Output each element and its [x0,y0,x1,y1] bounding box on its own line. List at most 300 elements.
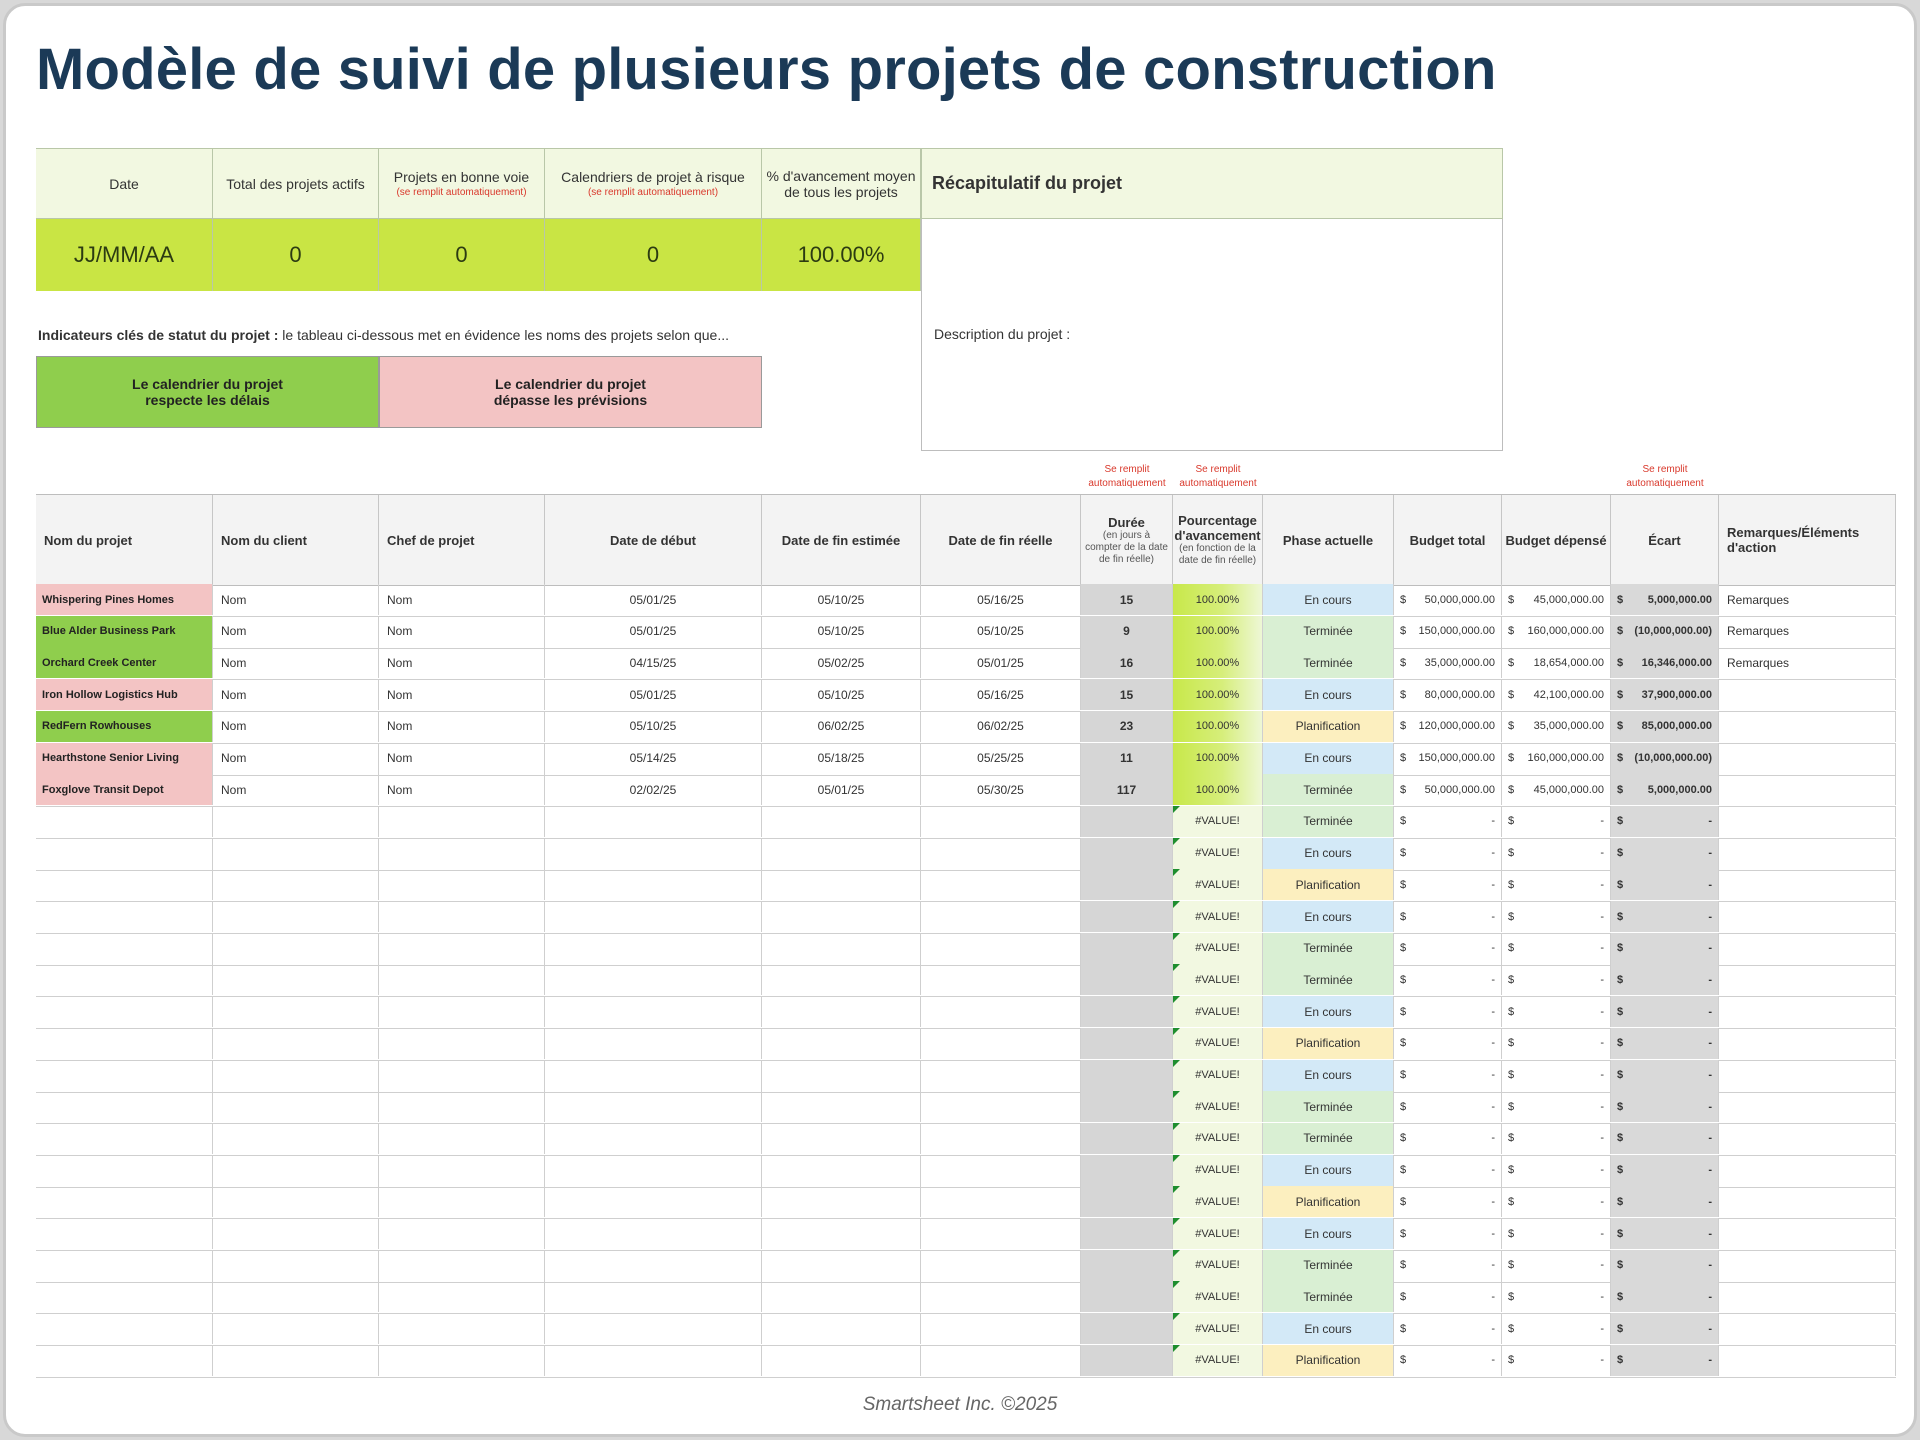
spent-cell[interactable] [1502,1123,1611,1154]
amount: - [1491,847,1495,860]
remarks-cell[interactable] [1719,743,1896,774]
empty-cell[interactable] [762,806,921,837]
budget-cell[interactable] [1394,1313,1502,1344]
remarks-cell[interactable] [1719,964,1896,995]
phase-cell[interactable]: En cours [1263,996,1394,1027]
empty-cell[interactable] [545,806,762,837]
budget-cell[interactable] [1394,806,1502,837]
remarks-cell[interactable] [1719,1186,1896,1217]
gap-cell[interactable] [1611,584,1719,615]
est-end-date-cell[interactable]: 05/18/25 [762,743,921,774]
start-date-cell[interactable]: 05/14/25 [545,743,762,774]
duration-cell [1081,838,1173,869]
empty-cell[interactable] [36,1091,213,1122]
spent-cell[interactable] [1502,838,1611,869]
phase-cell[interactable]: En cours [1263,584,1394,615]
spent-cell[interactable] [1502,901,1611,932]
manager-cell[interactable]: Nom [379,616,545,647]
empty-cell[interactable] [379,1250,545,1281]
empty-cell[interactable] [921,996,1081,1027]
budget-cell[interactable] [1394,1028,1502,1059]
empty-cell[interactable] [762,838,921,869]
phase-cell[interactable]: Terminée [1263,933,1394,964]
empty-cell[interactable] [36,806,213,837]
empty-cell[interactable] [213,1123,379,1154]
project-name-cell[interactable]: Whispering Pines Homes [36,584,213,615]
currency-symbol: $ [1400,973,1407,986]
phase-cell[interactable]: En cours [1263,901,1394,932]
empty-cell[interactable] [379,1281,545,1312]
remarks-cell[interactable] [1719,901,1896,932]
empty-cell[interactable] [213,1060,379,1091]
empty-cell[interactable] [213,996,379,1027]
project-name-cell[interactable]: Foxglove Transit Depot [36,774,213,805]
budget-cell[interactable] [1394,616,1502,647]
phase-cell[interactable]: En cours [1263,679,1394,710]
empty-cell[interactable] [36,1250,213,1281]
gap-cell[interactable] [1611,1250,1719,1281]
client-name-cell[interactable]: Nom [213,647,379,678]
manager-cell[interactable]: Nom [379,679,545,710]
empty-cell[interactable] [762,1091,921,1122]
manager-cell[interactable]: Nom [379,647,545,678]
empty-cell[interactable] [545,1060,762,1091]
budget-cell[interactable] [1394,1345,1502,1376]
spent-cell[interactable] [1502,1091,1611,1122]
gap-cell[interactable] [1611,869,1719,900]
phase-cell[interactable]: Terminée [1263,1091,1394,1122]
empty-cell[interactable] [921,806,1081,837]
start-date-cell[interactable]: 02/02/25 [545,774,762,805]
empty-cell[interactable] [213,838,379,869]
real-end-date-cell[interactable]: 05/10/25 [921,616,1081,647]
manager-cell[interactable]: Nom [379,711,545,742]
empty-cell[interactable] [921,1345,1081,1376]
real-end-date-cell[interactable]: 05/30/25 [921,774,1081,805]
gap-cell[interactable] [1611,933,1719,964]
gap-cell[interactable] [1611,838,1719,869]
remarks-cell[interactable] [1719,1281,1896,1312]
phase-cell[interactable]: Terminée [1263,774,1394,805]
start-date-cell[interactable]: 05/10/25 [545,711,762,742]
phase-cell[interactable]: Terminée [1263,647,1394,678]
real-end-date-cell[interactable]: 05/16/25 [921,584,1081,615]
empty-cell[interactable] [545,1345,762,1376]
empty-cell[interactable] [762,1313,921,1344]
gap-cell[interactable] [1611,1281,1719,1312]
empty-cell[interactable] [762,964,921,995]
gap-cell[interactable] [1611,1186,1719,1217]
budget-cell[interactable] [1394,838,1502,869]
empty-cell[interactable] [379,1123,545,1154]
budget-cell[interactable] [1394,584,1502,615]
est-end-date-cell[interactable]: 05/10/25 [762,679,921,710]
empty-cell[interactable] [921,838,1081,869]
spent-cell[interactable] [1502,743,1611,774]
empty-cell[interactable] [36,1123,213,1154]
empty-cell[interactable] [545,964,762,995]
empty-cell[interactable] [213,964,379,995]
empty-cell[interactable] [921,1060,1081,1091]
spent-cell[interactable] [1502,679,1611,710]
manager-cell[interactable]: Nom [379,774,545,805]
empty-cell[interactable] [36,996,213,1027]
empty-cell[interactable] [36,964,213,995]
empty-cell[interactable] [36,1345,213,1376]
remarks-cell[interactable] [1719,1218,1896,1249]
remarks-cell[interactable] [1719,1123,1896,1154]
empty-cell[interactable] [36,1313,213,1344]
amount: - [1491,910,1495,923]
budget-cell[interactable] [1394,1186,1502,1217]
real-end-date-cell[interactable]: 06/02/25 [921,711,1081,742]
project-name-cell[interactable]: Hearthstone Senior Living [36,743,213,774]
empty-cell[interactable] [379,1218,545,1249]
empty-cell[interactable] [545,869,762,900]
remarks-cell[interactable] [1719,996,1896,1027]
empty-cell[interactable] [379,1345,545,1376]
spent-cell[interactable] [1502,1281,1611,1312]
empty-cell[interactable] [762,1218,921,1249]
empty-cell[interactable] [213,1313,379,1344]
remarks-cell[interactable] [1719,711,1896,742]
duration-cell [1081,1060,1173,1091]
client-name-cell[interactable]: Nom [213,743,379,774]
legend-on-time [36,356,379,428]
empty-cell[interactable] [545,1281,762,1312]
empty-cell[interactable] [921,1281,1081,1312]
phase-cell[interactable]: En cours [1263,743,1394,774]
budget-cell[interactable] [1394,933,1502,964]
spent-cell[interactable] [1502,1218,1611,1249]
remarks-cell[interactable] [1719,774,1896,805]
empty-cell[interactable] [762,1123,921,1154]
start-date-cell[interactable]: 04/15/25 [545,647,762,678]
est-end-date-cell[interactable]: 05/01/25 [762,774,921,805]
empty-cell[interactable] [545,1123,762,1154]
start-date-cell[interactable]: 05/01/25 [545,679,762,710]
progress-cell: #VALUE! [1173,869,1263,900]
gap-cell[interactable] [1611,1091,1719,1122]
empty-cell[interactable] [545,1091,762,1122]
manager-cell[interactable]: Nom [379,743,545,774]
remarks-cell[interactable] [1719,1091,1896,1122]
project-name-cell[interactable]: Iron Hollow Logistics Hub [36,679,213,710]
gap-cell[interactable] [1611,1345,1719,1376]
currency-symbol: $ [1400,625,1407,638]
phase-cell[interactable]: Terminée [1263,964,1394,995]
empty-cell[interactable] [921,1123,1081,1154]
gap-cell[interactable] [1611,679,1719,710]
empty-cell[interactable] [213,933,379,964]
spent-cell[interactable] [1502,1313,1611,1344]
phase-cell[interactable]: En cours [1263,838,1394,869]
start-date-cell[interactable]: 05/01/25 [545,584,762,615]
error-flag-icon [1173,1123,1180,1130]
budget-cell[interactable] [1394,1250,1502,1281]
real-end-date-cell[interactable]: 05/25/25 [921,743,1081,774]
est-end-date-cell[interactable]: 05/10/25 [762,584,921,615]
empty-cell[interactable] [213,1155,379,1186]
empty-cell[interactable] [379,869,545,900]
remarks-cell[interactable] [1719,1345,1896,1376]
empty-cell[interactable] [36,1060,213,1091]
empty-cell[interactable] [213,806,379,837]
budget-cell[interactable] [1394,964,1502,995]
empty-cell[interactable] [762,1345,921,1376]
budget-cell[interactable] [1394,869,1502,900]
budget-cell[interactable] [1394,1281,1502,1312]
spent-cell[interactable] [1502,711,1611,742]
empty-cell[interactable] [379,901,545,932]
budget-cell[interactable] [1394,711,1502,742]
gap-cell[interactable] [1611,901,1719,932]
empty-cell[interactable] [921,1313,1081,1344]
remarks-cell[interactable] [1719,933,1896,964]
gap-cell[interactable] [1611,806,1719,837]
est-end-date-cell[interactable]: 06/02/25 [762,711,921,742]
client-name-cell[interactable]: Nom [213,679,379,710]
gap-cell[interactable] [1611,616,1719,647]
spent-cell[interactable] [1502,1345,1611,1376]
remarks-cell[interactable] [1719,869,1896,900]
gap-cell[interactable] [1611,711,1719,742]
remarks-cell[interactable] [1719,1028,1896,1059]
empty-cell[interactable] [379,1091,545,1122]
empty-cell[interactable] [762,1155,921,1186]
empty-cell[interactable] [921,869,1081,900]
start-date-cell[interactable]: 05/01/25 [545,616,762,647]
budget-cell[interactable] [1394,1091,1502,1122]
empty-cell[interactable] [545,1155,762,1186]
empty-cell[interactable] [762,1250,921,1281]
est-end-date-cell[interactable]: 05/10/25 [762,616,921,647]
project-name-cell[interactable]: Blue Alder Business Park [36,616,213,647]
spent-cell[interactable] [1502,1250,1611,1281]
client-name-cell[interactable]: Nom [213,711,379,742]
empty-cell[interactable] [379,806,545,837]
phase-cell[interactable]: Terminée [1263,616,1394,647]
remarks-cell[interactable] [1719,1060,1896,1091]
remarks-cell[interactable] [1719,679,1896,710]
empty-cell[interactable] [921,901,1081,932]
empty-cell[interactable] [213,1091,379,1122]
spent-cell[interactable] [1502,964,1611,995]
gap-cell[interactable] [1611,964,1719,995]
empty-cell[interactable] [213,1218,379,1249]
empty-cell[interactable] [545,1313,762,1344]
empty-cell[interactable] [213,901,379,932]
gap-cell[interactable] [1611,1218,1719,1249]
spent-cell[interactable] [1502,869,1611,900]
phase-cell[interactable]: En cours [1263,1218,1394,1249]
empty-cell[interactable] [762,933,921,964]
phase-cell[interactable]: Planification [1263,1186,1394,1217]
empty-cell[interactable] [762,996,921,1027]
currency-symbol: $ [1508,1259,1515,1272]
phase-cell[interactable]: En cours [1263,1313,1394,1344]
empty-cell[interactable] [213,1250,379,1281]
empty-cell[interactable] [762,869,921,900]
phase-cell[interactable]: Terminée [1263,806,1394,837]
empty-cell[interactable] [379,933,545,964]
auto-note-gap [1611,463,1719,491]
empty-cell[interactable] [921,1091,1081,1122]
table-row [36,743,1896,776]
empty-cell[interactable] [762,901,921,932]
spent-cell[interactable] [1502,1060,1611,1091]
empty-cell[interactable] [36,1218,213,1249]
empty-cell[interactable] [379,1060,545,1091]
spent-cell[interactable] [1502,933,1611,964]
empty-cell[interactable] [213,1028,379,1059]
empty-cell[interactable] [545,838,762,869]
budget-cell[interactable] [1394,774,1502,805]
empty-cell[interactable] [36,1155,213,1186]
header-duration [1081,495,1173,585]
summary-value-active-projects[interactable]: 0 [213,219,379,291]
budget-cell[interactable] [1394,1155,1502,1186]
empty-cell[interactable] [921,1155,1081,1186]
empty-cell[interactable] [36,1186,213,1217]
empty-cell[interactable] [545,901,762,932]
spent-cell[interactable] [1502,1028,1611,1059]
spent-cell[interactable] [1502,616,1611,647]
empty-cell[interactable] [379,1155,545,1186]
budget-cell[interactable] [1394,996,1502,1027]
phase-cell[interactable]: Terminée [1263,1123,1394,1154]
phase-cell[interactable]: En cours [1263,1155,1394,1186]
empty-cell[interactable] [379,1186,545,1217]
empty-cell[interactable] [545,1218,762,1249]
spent-cell[interactable] [1502,774,1611,805]
budget-cell[interactable] [1394,743,1502,774]
empty-cell[interactable] [36,1281,213,1312]
error-flag-icon [1173,1218,1180,1225]
summary-value-avg-progress[interactable]: 100.00% [762,219,921,291]
empty-cell[interactable] [379,838,545,869]
summary-value-date[interactable]: JJ/MM/AA [36,219,213,291]
amount: 35,000,000.00 [1424,656,1495,669]
budget-cell[interactable] [1394,647,1502,678]
empty-cell[interactable] [545,1250,762,1281]
phase-cell[interactable]: Planification [1263,869,1394,900]
phase-cell[interactable]: Terminée [1263,1250,1394,1281]
project-name-cell[interactable]: Orchard Creek Center [36,647,213,678]
spent-cell[interactable] [1502,1155,1611,1186]
empty-cell[interactable] [213,1186,379,1217]
remarks-cell[interactable] [1719,806,1896,837]
client-name-cell[interactable]: Nom [213,616,379,647]
spent-cell[interactable] [1502,584,1611,615]
empty-cell[interactable] [921,933,1081,964]
remarks-cell[interactable] [1719,1250,1896,1281]
auto-note-duration [1081,463,1173,491]
empty-cell[interactable] [36,933,213,964]
empty-cell[interactable] [921,1028,1081,1059]
budget-cell[interactable] [1394,1060,1502,1091]
phase-cell[interactable]: Planification [1263,711,1394,742]
currency-symbol: $ [1508,1005,1515,1018]
header-spent: Budget dépensé [1502,495,1611,585]
remarks-cell[interactable] [1719,1313,1896,1344]
spent-cell[interactable] [1502,806,1611,837]
empty-cell[interactable] [379,996,545,1027]
empty-cell[interactable] [921,1186,1081,1217]
gap-cell[interactable] [1611,774,1719,805]
client-name-cell[interactable]: Nom [213,774,379,805]
gap-cell[interactable] [1611,1060,1719,1091]
remarks-cell[interactable] [1719,1155,1896,1186]
empty-cell[interactable] [36,1028,213,1059]
empty-cell[interactable] [762,1281,921,1312]
empty-cell[interactable] [545,933,762,964]
empty-cell[interactable] [379,1028,545,1059]
spent-cell[interactable] [1502,647,1611,678]
error-flag-icon [1173,838,1180,845]
spent-cell[interactable] [1502,1186,1611,1217]
remarks-cell[interactable]: Remarques [1719,616,1896,647]
gap-cell[interactable] [1611,743,1719,774]
phase-cell[interactable]: Terminée [1263,1281,1394,1312]
empty-cell[interactable] [213,869,379,900]
empty-cell[interactable] [379,1313,545,1344]
empty-cell[interactable] [762,1028,921,1059]
remarks-cell[interactable] [1719,838,1896,869]
empty-cell[interactable] [545,1186,762,1217]
summary-value-on-track-projects[interactable]: 0 [379,219,545,291]
empty-cell[interactable] [921,1218,1081,1249]
budget-cell[interactable] [1394,679,1502,710]
gap-cell[interactable] [1611,1123,1719,1154]
empty-cell[interactable] [213,1345,379,1376]
budget-cell[interactable] [1394,901,1502,932]
client-name-cell[interactable]: Nom [213,584,379,615]
gap-cell[interactable] [1611,1155,1719,1186]
est-end-date-cell[interactable]: 05/02/25 [762,647,921,678]
gap-cell[interactable] [1611,1028,1719,1059]
phase-cell[interactable]: En cours [1263,1060,1394,1091]
budget-cell[interactable] [1394,1123,1502,1154]
empty-cell[interactable] [545,996,762,1027]
empty-cell[interactable] [545,1028,762,1059]
empty-cell[interactable] [36,869,213,900]
manager-cell[interactable]: Nom [379,584,545,615]
remarks-cell[interactable]: Remarques [1719,647,1896,678]
project-name-cell[interactable]: RedFern Rowhouses [36,711,213,742]
empty-cell[interactable] [921,1250,1081,1281]
gap-cell[interactable] [1611,996,1719,1027]
progress-cell: #VALUE! [1173,1218,1263,1249]
phase-cell[interactable]: Planification [1263,1028,1394,1059]
empty-cell[interactable] [921,964,1081,995]
empty-cell[interactable] [36,838,213,869]
empty-cell[interactable] [762,1060,921,1091]
empty-cell[interactable] [379,964,545,995]
real-end-date-cell[interactable]: 05/01/25 [921,647,1081,678]
gap-cell[interactable] [1611,1313,1719,1344]
empty-cell[interactable] [213,1281,379,1312]
phase-cell[interactable]: Planification [1263,1345,1394,1376]
remarks-cell[interactable]: Remarques [1719,584,1896,615]
empty-cell[interactable] [762,1186,921,1217]
gap-cell[interactable] [1611,647,1719,678]
real-end-date-cell[interactable]: 05/16/25 [921,679,1081,710]
spent-cell[interactable] [1502,996,1611,1027]
empty-cell[interactable] [36,901,213,932]
summary-value-at-risk-schedules[interactable]: 0 [545,219,762,291]
budget-cell[interactable] [1394,1218,1502,1249]
